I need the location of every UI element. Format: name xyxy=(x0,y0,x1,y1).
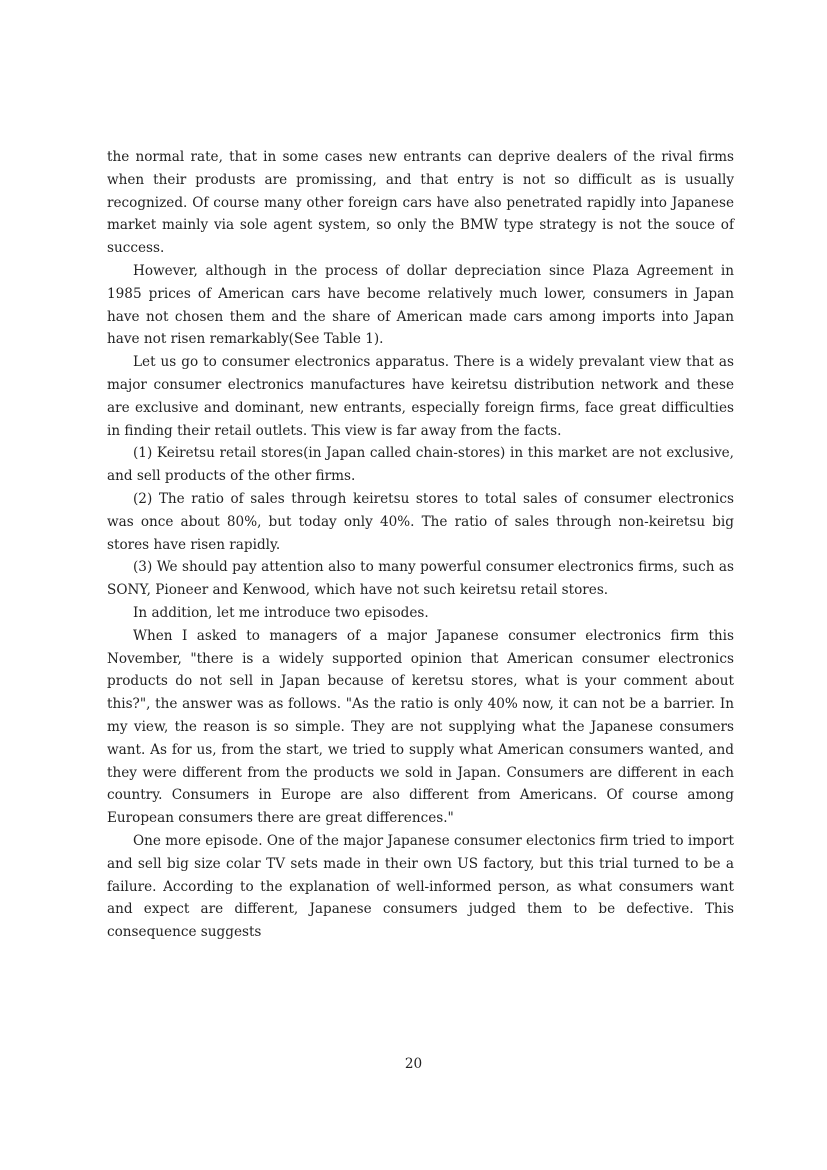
paragraph-consumer-electronics: Let us go to consumer electronics apparatus. There is a widely prevalant view that as major consumer electronics manufactures have keiretsu distribution network and these are exclusive and dominant, new entrants, especially foreign firms, face great difficulties in finding their retail outlets. This view is far away from the facts. xyxy=(107,354,734,439)
list-item-3: (3) We should pay attention also to many powerful consumer electronics firms, such as SONY, Pioneer and Kenwood, which have not such keiretsu retail stores. xyxy=(107,559,734,599)
paragraph-dealers-entry: the normal rate, that in some cases new entrants can deprive dealers of the rival firms when their produsts are promissing, and that entry is not so difficult as is usually recognized. Of course many other foreign cars have also penetrated rapidly into Japanese market mainly via sole agent system, so only the BMW type strategy is not the souce of success. xyxy=(107,149,734,257)
paragraph-episode-one: When I asked to managers of a major Japanese consumer electronics firm this November, "there is a widely supported opinion that American consumer electronics products do not sell in Japan because of keretsu stores, what is your comment about this?", the answer was as follows. "As the ratio is only 40% now, it can not be a barrier. In my view, the reason is so simple. They are not supplying what the Japanese consumers want. As for us, from the start, we tried to supply what American consumers wanted, and they were different from the products we sold in Japan. Consumers are different in each country. Consumers in Europe are also different from Americans. Of course among European consumers there are great differences." xyxy=(107,627,734,827)
paragraph-episodes-intro: In addition, let me introduce two episodes. xyxy=(133,604,429,621)
paragraph-episode-two: One more episode. One of the major Japanese consumer electonics firm tried to import and sell big size colar TV sets made in their own US factory, but this trial turned to be a failure. According to the explanation of well-informed person, as what consumers want and expect are different, Japanese consumers judged them to be defective. This consequence suggests xyxy=(107,832,734,941)
body-text xyxy=(107,146,734,944)
list-item-2: (2) The ratio of sales through keiretsu stores to total sales of consumer electronics was once about 80%, but today only 40%. The ratio of sales through non-keiretsu big stores have risen rapidly. xyxy=(107,490,734,553)
list-item-1: (1) Keiretsu retail stores(in Japan called chain-stores) in this market are not exclusive, and sell products of the other firms. xyxy=(107,445,734,485)
paragraph-plaza-agreement: However, although in the process of dollar depreciation since Plaza Agreement in 1985 prices of American cars have become relatively much lower, consumers in Japan have not chosen them and the share of American made cars among imports into Japan have not risen remarkably(See Table 1). xyxy=(107,262,734,348)
page-number: 20 xyxy=(404,1056,423,1072)
